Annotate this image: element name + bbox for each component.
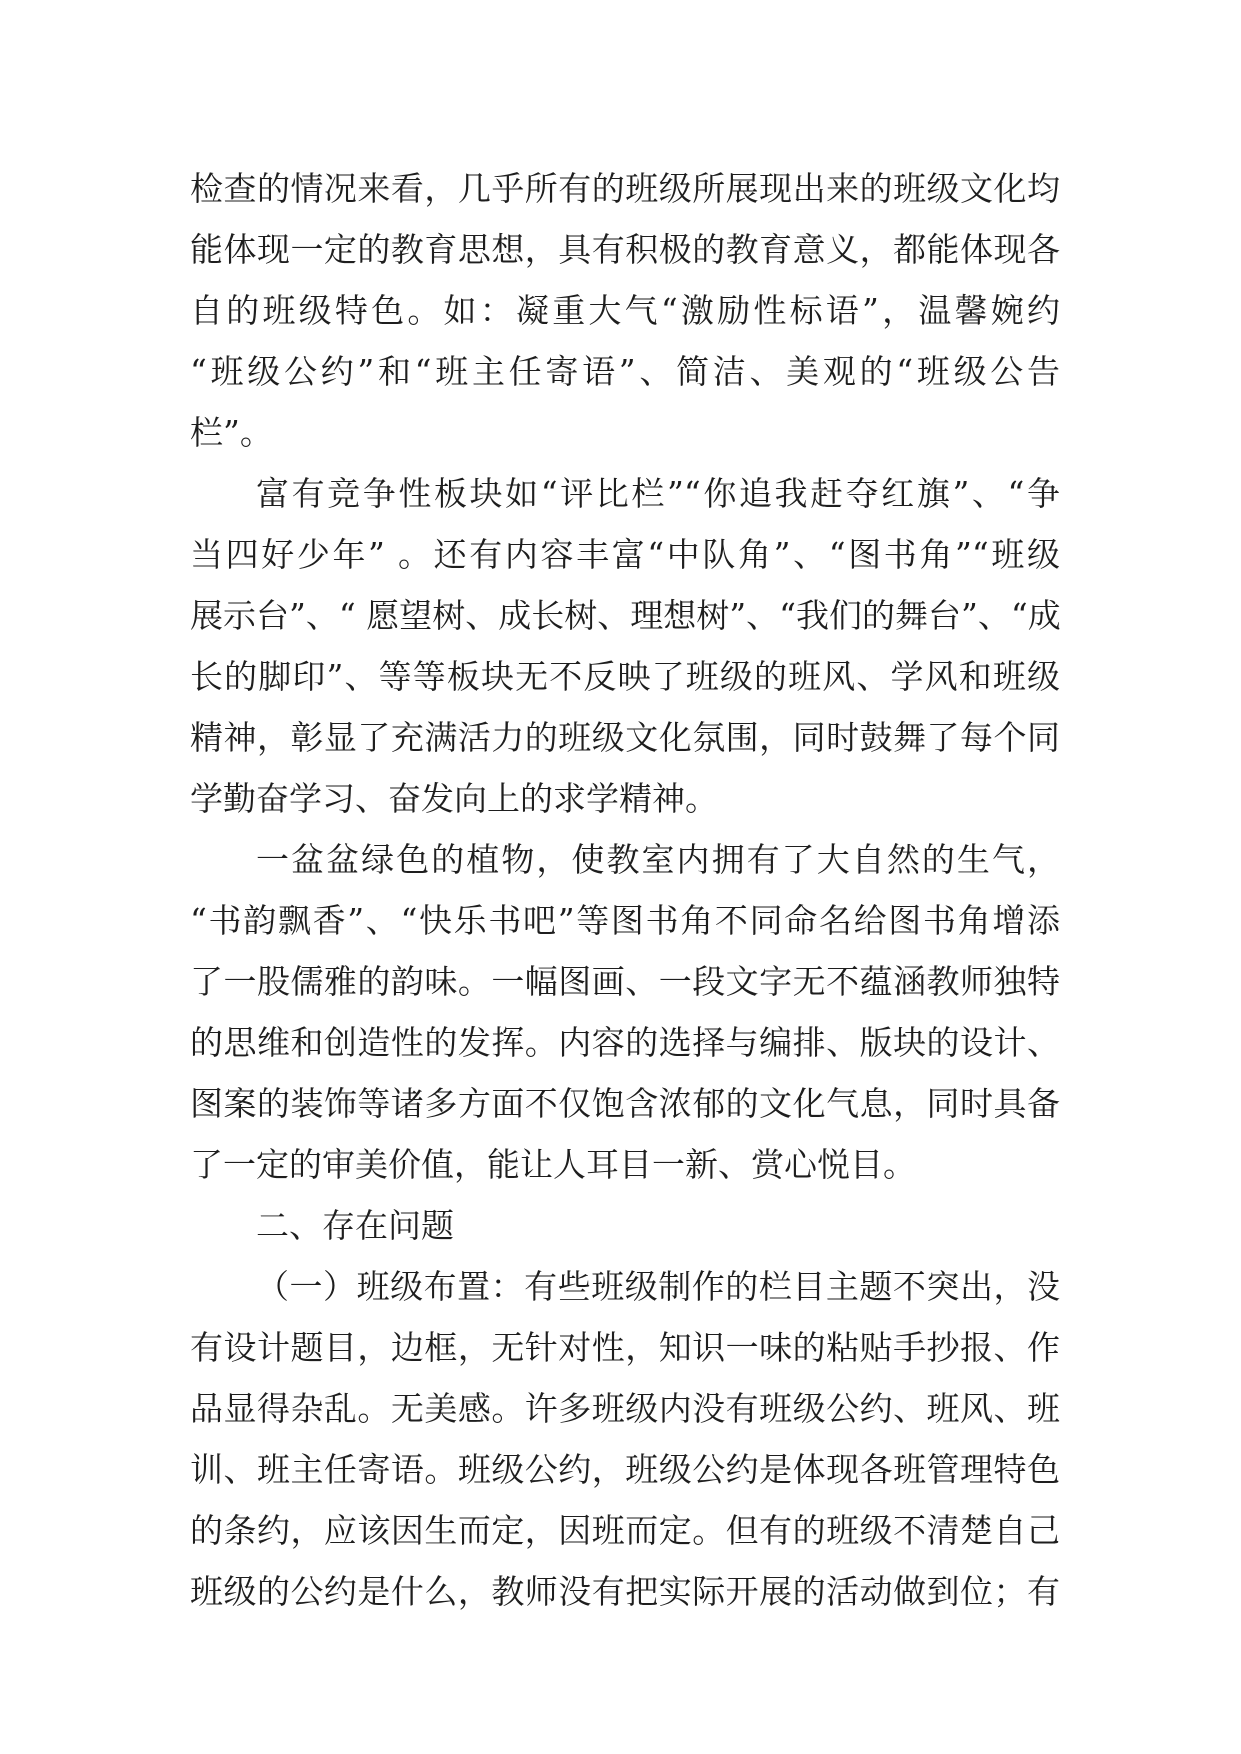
text-line: 长的脚印”、等等板块无不反映了班级的班风、学风和班级	[190, 657, 1060, 696]
text-line: 了一定的审美价值，能让人耳目一新、赏心悦目。	[190, 1145, 916, 1184]
text-line: 当四好少年” 。还有内容丰富“中队角”、“图书角”“班级	[190, 535, 1060, 574]
text-line: 学勤奋学习、奋发向上的求学精神。	[190, 779, 718, 818]
body-text	[190, 158, 1060, 1622]
text-line: 班级的公约是什么，教师没有把实际开展的活动做到位；有	[190, 1572, 1060, 1611]
text-line: 精神，彰显了充满活力的班级文化氛围，同时鼓舞了每个同	[190, 718, 1060, 757]
paragraph-first-line: 一盆盆绿色的植物，使教室内拥有了大自然的生气，	[256, 840, 1060, 879]
text-line: “班级公约”和“班主任寄语”、简洁、美观的“班级公告	[190, 352, 1060, 391]
text-line: 的思维和创造性的发挥。内容的选择与编排、版块的设计、	[190, 1023, 1060, 1062]
text-line: 训、班主任寄语。班级公约，班级公约是体现各班管理特色	[190, 1450, 1060, 1489]
text-line: “书韵飘香”、“快乐书吧”等图书角不同命名给图书角增添	[190, 901, 1060, 940]
text-line: 栏”。	[190, 413, 273, 452]
section-heading: 二、存在问题	[256, 1206, 454, 1245]
text-line: 能体现一定的教育思想，具有积极的教育意义，都能体现各	[190, 230, 1060, 269]
text-line: 的条约，应该因生而定，因班而定。但有的班级不清楚自己	[190, 1511, 1060, 1550]
paragraph-first-line: （一）班级布置：有些班级制作的栏目主题不突出，没	[256, 1267, 1060, 1306]
text-line: 检查的情况来看，几乎所有的班级所展现出来的班级文化均	[190, 169, 1060, 208]
text-line: 展示台”、“ 愿望树、成长树、理想树”、“我们的舞台”、“成	[190, 596, 1061, 635]
text-line: 图案的装饰等诸多方面不仅饱含浓郁的文化气息，同时具备	[190, 1084, 1060, 1123]
text-line: 品显得杂乱。无美感。许多班级内没有班级公约、班风、班	[190, 1389, 1060, 1428]
text-line: 自的班级特色。如：凝重大气“激励性标语”，温馨婉约	[190, 291, 1060, 330]
paragraph-first-line: 富有竞争性板块如“评比栏”“你追我赶夺红旗”、“争	[256, 474, 1060, 513]
text-line: 了一股儒雅的韵味。一幅图画、一段文字无不蕴涵教师独特	[190, 962, 1060, 1001]
text-line: 有设计题目，边框，无针对性，知识一味的粘贴手抄报、作	[190, 1328, 1060, 1367]
